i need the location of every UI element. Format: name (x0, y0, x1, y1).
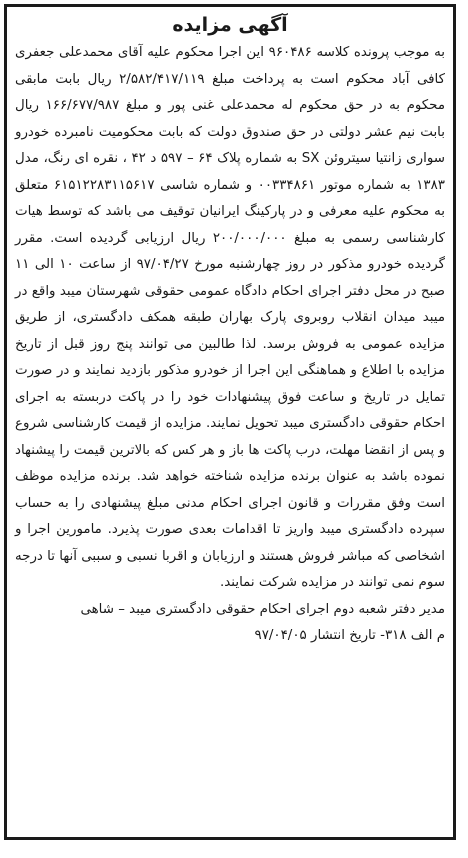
notice-title: آگهی مزایده (172, 14, 288, 36)
notice-signature: مدیر دفتر شعبه دوم اجرای احکام حقوقی دادگستری میبد – شاهی (80, 601, 445, 617)
notice-reference: م الف ۳۱۸- تاریخ انتشار ۹۷/۰۴/۰۵ (254, 628, 445, 643)
auction-notice (4, 4, 456, 840)
notice-body: به موجب پرونده کلاسه ۹۶۰۴۸۶ این اجرا محکوم علیه آقای محمدعلی جعفری کافی آباد محکوم است به پرداخت مبلغ ۲/۵۸۲/۴۱۷/۱۱۹ ریال بابت مابقی محکوم به در حق محکوم له محمدعلی غنی پور و مبلغ ۱۶۶/۶۷۷/۹۸۷ ریال بابت نیم عشر دولتی در حق صندوق دولت که بابت محکومیت نامبرده خودرو سواری زانتیا سیتروئن SX به شماره پلاک ۶۴ – ۵۹۷ د ۴۲ ، نقره ای رنگ، مدل ۱۳۸۳ به شماره موتور ۰۰۳۳۴۸۶۱ و شماره شاسی ۶۱۵۱۲۲۸۳۱۱۵۶۱۷ متعلق به محکوم علیه معرفی و در پارکینگ ایرانیان توقیف می باشد که توسط هیات کارشناسی رسمی به مبلغ ۲۰۰/۰۰۰/۰۰۰ ریال ارزیابی گردیده است. مقرر گردیده خودرو مذکور در روز چهارشنبه مورخ ۹۷/۰۴/۲۷ از ساعت ۱۰ الی ۱۱ صبح در محل دفتر اجرای احکام دادگاه عمومی حقوقی شهرستان میبد واقع در میبد میدان انقلاب روبروی پارک بهاران طبقه همکف دادگستری، از طریق مزایده عمومی به فروش برسد. لذا طالبین می توانند پنج روز قبل از تاریخ مزایده با اطلاع و هماهنگی این اجرا از خودرو مذکور بازدید نمایند و در صورت تمایل در تاریخ و ساعت فوق پیشنهادات خود را در پاکت دربسته به اجرای احکام حقوقی دادگستری میبد تحویل نمایند. مزایده از قیمت کارشناسی شروع و پس از انقضا مهلت، درب پاکت ها باز و هر کس که بالاترین قیمت را پیشنهاد نموده باشد به عنوان برنده مزایده شناخته خواهد شد. برنده مزایده موظف است وفق مقررات و قانون اجرای احکام مدنی مبلغ پیشنهادی را به حساب سپرده دادگستری میبد واریز تا اقدامات بعدی صورت پذیرد. مامورین اجرا و اشخاصی که مباشر فروش هستند و ارزیابان و اقربا نسبی و سببی آنها تا درجه سوم نمی توانند در مزایده شرکت نمایند. (15, 45, 445, 590)
